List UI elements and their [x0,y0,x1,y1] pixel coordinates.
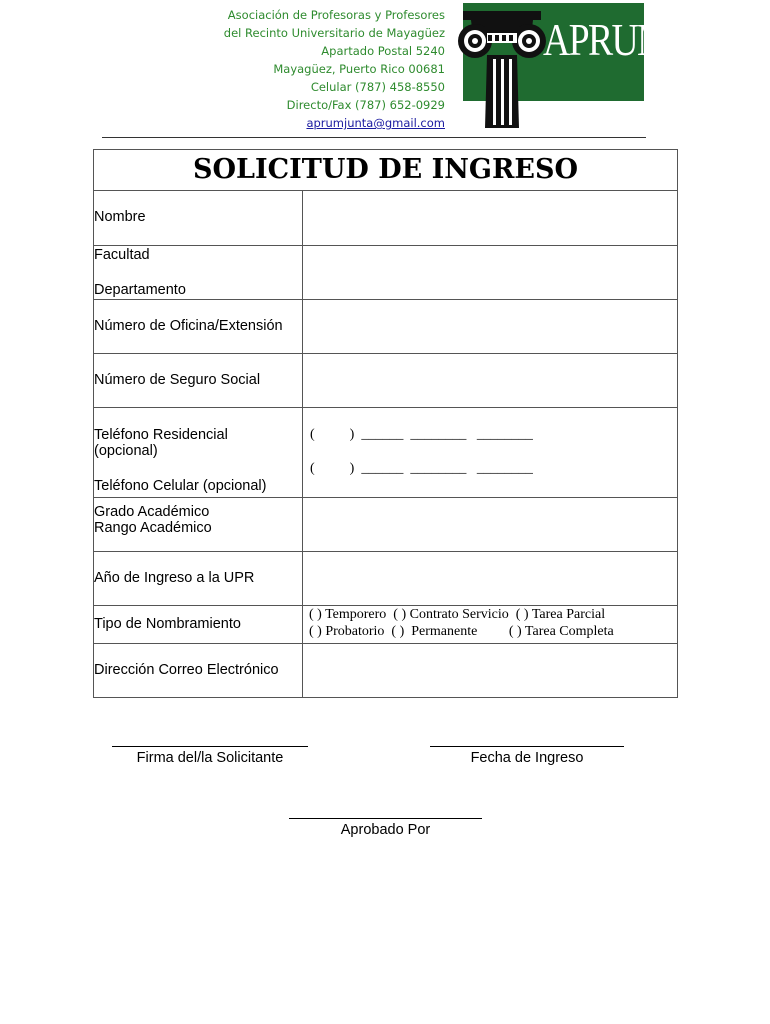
firma-label: Firma del/la Solicitante [136,750,284,766]
aprobado-label: Aprobado Por [340,822,431,838]
fecha-label: Fecha de Ingreso [470,750,584,766]
tipo-nombramiento-options[interactable] [303,606,678,644]
grado-rango-label [94,498,303,552]
association-address-block [224,6,445,132]
appointment-options-row-2[interactable]: ( ) Probatorio ( ) Permanente ( ) Tarea Completa [309,624,614,639]
seguro-social-field[interactable] [303,354,678,408]
telefono-opcional-label: (opcional) [94,443,158,459]
nombre-label: Nombre [94,191,303,246]
facultad-departamento-field[interactable] [303,246,678,300]
address-line: del Recinto Universitario de Mayagüez [223,26,445,40]
aprum-logo [457,3,669,128]
fax-line: Directo/Fax (787) 652-0929 [286,98,445,112]
oficina-field[interactable] [303,300,678,354]
phone-residencial-blank[interactable]: ( ) ______ ________ ________ [310,427,533,442]
firma-signature-line[interactable] [112,746,308,747]
correo-field[interactable] [303,644,678,698]
phone-celular-blank[interactable]: ( ) ______ ________ ________ [310,461,533,476]
address-line: Mayagüez, Puerto Rico 00681 [273,62,445,76]
anio-ingreso-label: Año de Ingreso a la UPR [94,552,303,606]
aprobado-signature-block[interactable] [289,818,482,838]
firma-signature-block[interactable] [112,746,308,766]
appointment-options-row-1[interactable]: ( ) Temporero ( ) Contrato Servicio ( ) Tarea Parcial [309,607,606,622]
seguro-social-label: Número de Seguro Social [94,354,303,408]
departamento-label: Departamento [94,282,186,298]
form-title: SOLICITUD DE INGRESO [94,150,678,191]
address-line: Asociación de Profesoras y Profesores [227,8,445,22]
tipo-nombramiento-label: Tipo de Nombramiento [94,606,303,644]
header-divider [102,137,646,138]
nombre-field[interactable] [303,191,678,246]
grado-label: Grado Académico [94,504,210,520]
telefono-residencial-label: Teléfono Residencial [94,427,228,443]
correo-label: Dirección Correo Electrónico [94,644,303,698]
membership-form-table [93,149,678,698]
facultad-departamento-label [94,246,303,300]
anio-ingreso-field[interactable] [303,552,678,606]
oficina-label: Número de Oficina/Extensión [94,300,303,354]
phone-line: Celular (787) 458-8550 [310,80,445,94]
rango-label: Rango Académico [94,520,212,536]
fecha-signature-line[interactable] [430,746,624,747]
logo-text: APRUM [543,14,669,65]
facultad-label: Facultad [94,247,150,263]
grado-rango-field[interactable] [303,498,678,552]
email-link[interactable]: aprumjunta@gmail.com [306,116,445,130]
address-line: Apartado Postal 5240 [321,44,445,58]
telefono-label [94,408,303,498]
telefono-field[interactable] [303,408,678,498]
fecha-signature-block[interactable] [430,746,624,766]
telefono-celular-label: Teléfono Celular (opcional) [94,478,267,494]
aprobado-signature-line[interactable] [289,818,482,819]
